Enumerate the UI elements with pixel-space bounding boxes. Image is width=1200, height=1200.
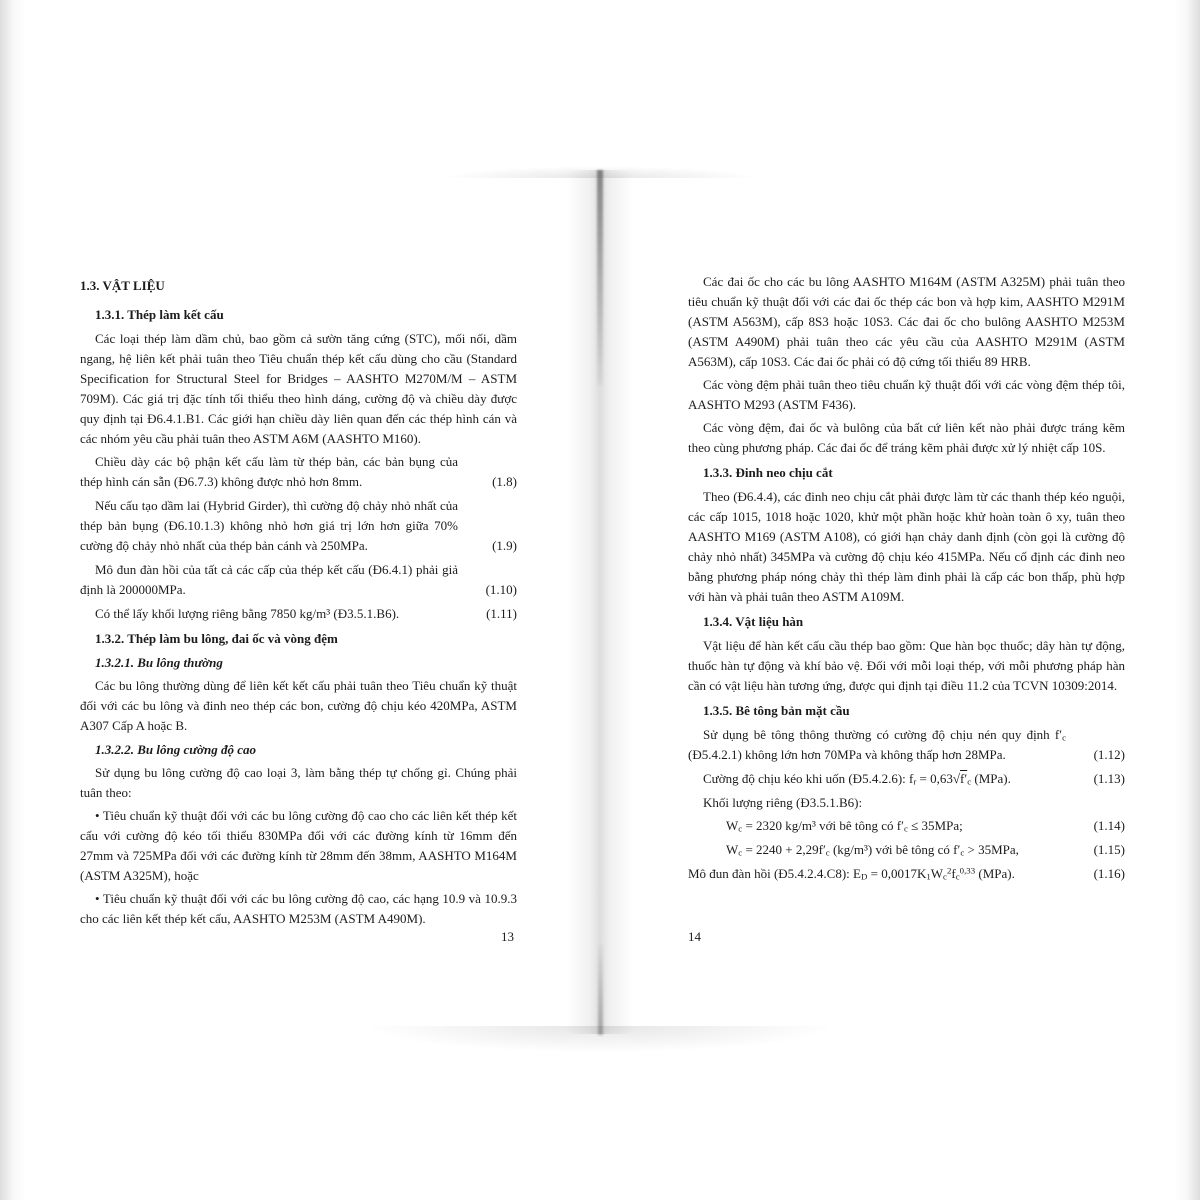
paragraph-welding-materials: Vật liệu để hàn kết cấu cầu thép bao gồm: Que hàn bọc thuốc; dây hàn tự động, thuốc hàn tự động và khí bảo vệ. Đối với mỗi loại thép, với mỗi phương pháp hàn cần có vật liệu hàn tương ứng, được qui định tại điều 11.2 của TCVN 10309:2014. bbox=[688, 638, 1125, 693]
paragraph-galvanized: Các vòng đệm, đai ốc và bulông của bất cứ liên kết nào phải được tráng kẽm theo cùng phương pháp. Các đai ốc để tráng kẽm phải được xử lý nhiệt cấp 10S. bbox=[688, 420, 1125, 455]
section-heading-vat-lieu: 1.3. VẬT LIỆU bbox=[80, 278, 165, 293]
equation-text-1-14: $W_c = 2320$ kg/m³ với bê tông có $f'_c \le 35MPa$; bbox=[726, 818, 963, 834]
equation-number-1-14: (1.14) bbox=[1093, 818, 1125, 833]
equation-text-1-12: Sử dụng bê tông thông thường có cường độ chịu nén quy định $f'_c$ (Đ5.4.2.1) không lớn hơn 70MPa và không thấp hơn 28MPa. bbox=[688, 727, 1066, 762]
paragraph-high-strength-bolts: Sử dụng bu lông cường độ cao loại 3, làm bằng thép tự chống gỉ. Chúng phải tuân theo: bbox=[80, 765, 517, 800]
photo-left-edge-shadow bbox=[0, 0, 26, 1200]
equation-text-1-13: Cường độ chịu kéo khi uốn (Đ5.4.2.6): $f_r = 0,63√f'_c$ (MPa). bbox=[703, 771, 1011, 787]
equation-number-1-9: (1.9) bbox=[492, 538, 517, 553]
equation-row-1-9 bbox=[80, 496, 517, 556]
equation-number-1-15: (1.15) bbox=[1093, 842, 1125, 857]
paragraph-structural-steel: Các loại thép làm dầm chủ, bao gồm cả sườn tăng cứng (STC), mối nối, dầm ngang, hệ liên kết phải tuân theo Tiêu chuẩn thép kết cấu dùng cho cầu (Standard Specification for Structural Steel for Bridges – AASHTO M270M/M – ASTM 709M). Các giá trị đặc tính tối thiểu theo hình dáng, cường độ và chiều dày được quy định tại Đ6.4.1.B1. Các giới hạn chiều dày liên quan đến các thép hình cán và các nhóm yêu cầu phải tuân theo ASTM A6M (AASHTO M160). bbox=[80, 331, 517, 446]
page-number-left: 13 bbox=[501, 929, 514, 944]
heading-1-3-2-2: 1.3.2.2. Bu lông cường độ cao bbox=[95, 742, 257, 757]
paragraph-washers: Các vòng đệm phải tuân theo tiêu chuẩn kỹ thuật đối với các vòng đệm thép tôi, AASHTO M293 (ASTM F436). bbox=[688, 377, 1125, 412]
equation-row-1-14 bbox=[688, 816, 1125, 836]
equation-text-1-15: $W_c = 2240 + 2,29f'_c$ (kg/m³) với bê tông có $f'_c > 35MPa$, bbox=[726, 842, 1019, 858]
heading-1-3-2: 1.3.2. Thép làm bu lông, đai ốc và vòng đệm bbox=[95, 631, 338, 646]
bullet-item-m253m: • Tiêu chuẩn kỹ thuật đối với các bu lông cường độ cao, các hạng 10.9 và 10.9.3 cho các liên kết thép kết cấu, AASHTO M253M (ASTM A490M). bbox=[80, 891, 517, 926]
photo-right-edge-shadow bbox=[1174, 0, 1200, 1200]
heading-1-3-4: 1.3.4. Vật liệu hàn bbox=[703, 614, 804, 629]
equation-number-1-12: (1.12) bbox=[1093, 747, 1125, 762]
book-spine-crease-top bbox=[597, 170, 603, 385]
left-page bbox=[80, 276, 517, 932]
paragraph-shear-studs: Theo (Đ6.4.4), các đinh neo chịu cắt phải được làm từ các thanh thép kéo nguội, các cấp 1015, 1018 hoặc 1020, khử một phần hoặc khử hoàn toàn ô xy, tuân theo AASHTO M169 (ASTM A108), có giới hạn chảy danh định (còn gọi là cường độ chảy nhỏ nhất) 345MPa và cường độ chịu kéo 415MPa. Nếu cố định các đinh neo bằng phương pháp nóng chảy thì thép làm đinh phải là cấp các bon thấp, phù hợp với hàn và phải tuân theo ASTM A109M. bbox=[688, 489, 1125, 604]
equation-row-1-8 bbox=[80, 452, 517, 492]
equation-number-1-11: (1.11) bbox=[486, 606, 517, 621]
equation-text-1-16: Mô đun đàn hồi (Đ5.4.2.4.C8): $E_D = 0,0017K_1W_c^2f_c^{0,33}$ (MPa). bbox=[688, 865, 1015, 882]
equation-number-1-8: (1.8) bbox=[492, 474, 517, 489]
heading-1-3-3: 1.3.3. Đinh neo chịu cắt bbox=[703, 465, 833, 480]
equation-row-1-10 bbox=[80, 560, 517, 600]
heading-1-3-5: 1.3.5. Bê tông bản mặt cầu bbox=[703, 703, 850, 718]
bullet-item-m164m: • Tiêu chuẩn kỹ thuật đối với các bu lông cường độ cao cho các liên kết thép kết cấu với cường độ kéo tối thiểu 830MPa đối với các đường kính từ 16mm đến 27mm và 725MPa đối với các đường kính từ 28mm đến 38mm, AASHTO M164M (ASTM A325M), hoặc bbox=[80, 808, 517, 883]
equation-number-1-13: (1.13) bbox=[1093, 771, 1125, 786]
heading-1-3-2-1: 1.3.2.1. Bu lông thường bbox=[95, 655, 223, 670]
equation-text-1-11: Có thể lấy khối lượng riêng bằng 7850 kg/m³ (Đ3.5.1.B6). bbox=[95, 606, 400, 621]
equation-text-1-9: Nếu cấu tạo dầm lai (Hybrid Girder), thì cường độ chảy nhỏ nhất của thép bản bụng (Đ6.10.1.3) không nhỏ hơn giá trị lớn hơn giữa 70% cường độ chảy nhỏ nhất của thép bản cánh và 250MPa. bbox=[80, 498, 458, 553]
equation-row-1-13 bbox=[688, 769, 1125, 789]
equation-text-1-10: Mô đun đàn hồi của tất cả các cấp của thép kết cấu (Đ6.4.1) phải giả định là 200000MPa. bbox=[80, 562, 458, 597]
right-page bbox=[688, 272, 1125, 888]
equation-number-1-16: (1.16) bbox=[1093, 866, 1125, 881]
equation-row-1-12 bbox=[688, 725, 1125, 765]
equation-number-1-10: (1.10) bbox=[485, 582, 517, 597]
paragraph-nuts: Các đai ốc cho các bu lông AASHTO M164M (ASTM A325M) phải tuân theo tiêu chuẩn kỹ thuật đối với các đai ốc thép các bon và hợp kim, AASHTO M291M (ASTM A563M), cấp 8S3 hoặc 10S3. Các đai ốc cho bulông AASHTO M253M (ASTM A490M) phải tuân theo các yêu cầu của AASHTO M291M (ASTM A563M), cấp 10S3. Các đai ốc phải có độ cứng tối thiểu 89 HRB. bbox=[688, 274, 1125, 369]
heading-1-3-1: 1.3.1. Thép làm kết cấu bbox=[95, 307, 224, 322]
equation-text-1-8: Chiều dày các bộ phận kết cấu làm từ thép bản, các bản bụng của thép hình cán sẵn (Đ6.7.3) không được nhỏ hơn 8mm. bbox=[80, 454, 458, 489]
paragraph-common-bolts: Các bu lông thường dùng để liên kết kết cấu phải tuân theo Tiêu chuẩn kỹ thuật đối với các bu lông và đinh neo thép các bon, cường độ chịu kéo 420MPa, ASTM A307 Cấp A hoặc B. bbox=[80, 678, 517, 733]
page-number-right: 14 bbox=[688, 929, 701, 944]
equation-row-1-11 bbox=[80, 604, 517, 624]
paragraph-unit-weight: Khối lượng riêng (Đ3.5.1.B6): bbox=[703, 795, 863, 810]
equation-row-1-15 bbox=[688, 840, 1125, 860]
equation-row-1-16 bbox=[688, 864, 1125, 884]
book-spine-crease-bottom bbox=[598, 945, 603, 1035]
